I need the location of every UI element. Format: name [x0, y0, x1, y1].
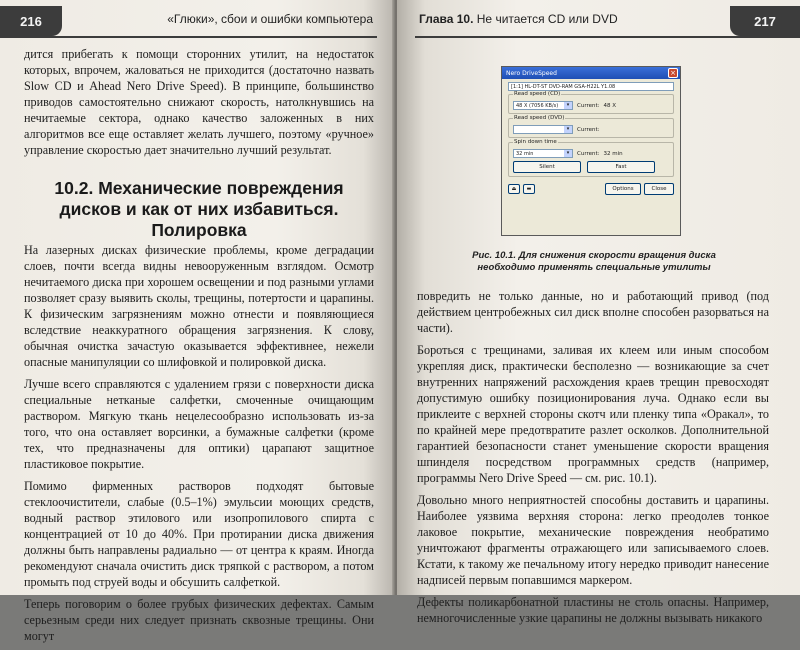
- eject-icon[interactable]: ⏏: [508, 184, 520, 194]
- left-page-number: 216: [0, 6, 62, 36]
- read-speed-cd-select[interactable]: [513, 101, 573, 110]
- read-speed-dvd-select[interactable]: [513, 125, 573, 134]
- read-speed-dvd-label: Read speed (DVD): [514, 115, 565, 121]
- spin-down-label: Spin down time: [514, 139, 557, 145]
- right-paragraph-3: Довольно много неприятностей способны доставить и царапины. Наиболее уязвима верхняя сторона: легко преодолев тонкое лаковое покрытие, механические повреждения необратимо уничтожают фрагменты отражающего или записываемого слоев. Кстати, к такому же печальному итогу нередко приводит нанесение надписей первым попавшимся маркером.: [417, 493, 769, 587]
- silent-button[interactable]: Silent: [513, 161, 581, 173]
- right-running-header: [419, 12, 618, 26]
- spin-down-value: 32 min: [516, 150, 534, 157]
- left-paragraph-4: Теперь поговорим о более грубых физических дефектах. Самым серьезным среди них следует признать сквозные трещины. Они могут: [24, 597, 374, 643]
- options-button[interactable]: Options: [605, 183, 641, 195]
- left-body: [24, 242, 374, 650]
- chevron-down-icon: ▾: [564, 150, 572, 157]
- left-header-rule: [0, 36, 377, 38]
- left-paragraph-3: Помимо фирменных растворов подходят бытовые стеклоочистители, слабые (0.5–1%) эмульсии моющих средств, водный раствор этилового или изопропилового спирта с концентрацией от 10 до 40%. При протирании диска движения должны быть направлены радиально — от центра к краям. Иногда рекомендуют сначала очистить диск тряпкой с раствором, а потом промыть под струей воды и обсушить салфеткой.: [24, 479, 374, 589]
- left-paragraph-1: На лазерных дисках физические проблемы, кроме деградации слоев, почти всегда видны невооруженным взглядом. Осмотр нечитаемого диска при хорошем освещении и под разными углами позволяет сразу выявить сколы, трещины, потертости и царапины. К физическим загрязнениям можно отнести и появляющиеся вследствие неаккуратного обращения загрязнения. К слову, обычная очистка зачастую оказывается эффективнее, нежели опасные манипуляции со шлифовкой и полировкой диска.: [24, 243, 374, 369]
- drive-select[interactable]: [1:1] HL-DT-ST DVD-RAM GSA-H22L Y1.08: [508, 82, 674, 91]
- close-button[interactable]: Close: [644, 183, 674, 195]
- window-bottom-bar: [508, 183, 674, 195]
- chevron-down-icon: ▾: [564, 102, 572, 109]
- nero-drivespeed-window: [501, 66, 681, 236]
- current-spin-value: 32 min: [603, 150, 623, 157]
- figure-caption: Рис. 10.1. Для снижения скорости вращения диска необходимо применять специальные утилиты: [472, 250, 716, 273]
- right-page-number: 217: [730, 6, 800, 36]
- fast-button[interactable]: Fast: [587, 161, 655, 173]
- window-title: Nero DriveSpeed: [506, 69, 557, 77]
- left-section-block: [24, 178, 374, 241]
- window-close-icon[interactable]: ×: [668, 68, 678, 78]
- window-body: [502, 79, 680, 198]
- right-header-rule: [415, 36, 800, 38]
- left-intro-paragraph: дится прибегать к помощи сторонних утилит, на недостаток которых, впрочем, жаловаться не приходится (достаточно назвать Slow CD и Ahead Nero Drive Speed). В принципе, большинство приводов самостоятельно снижают скорость, натолкнувшись на нечитаемые сектора, однако качество заложенных в них алгоритмов все еще оставляет желать лучшего, поэтому «ручное» управление скоростью дает значительно лучший результат.: [24, 47, 374, 157]
- left-running-header: «Глюки», сбои и ошибки компьютера: [167, 12, 373, 26]
- right-page: [397, 0, 800, 625]
- right-body: [417, 288, 769, 632]
- section-title: 10.2. Механические повреждения дисков и как от них избавиться. Полировка: [54, 178, 344, 240]
- current-cd-label: Current:: [577, 102, 600, 109]
- right-paragraph-4: Дефекты поликарбонатной пластины не столь опасны. Например, немногочисленные узкие царапины не должны вызывать никакого: [417, 595, 769, 625]
- spin-down-group: [508, 139, 674, 177]
- read-speed-cd-group: [508, 91, 674, 114]
- left-page: [0, 0, 395, 643]
- right-header-chapter: Глава 10.: [419, 12, 474, 26]
- save-icon[interactable]: ▬: [523, 184, 535, 194]
- current-dvd-label: Current:: [577, 126, 600, 133]
- current-cd-value: 48 X: [603, 102, 617, 109]
- right-paragraph-2: Бороться с трещинами, заливая их клеем или иным способом укрепляя диск, практически бесполезно — возникающие за счет внутренних напряжений расхождения краев трещин превосходят допустимую ошибку позиционирования луча. Однако если вы приклеите с верхней стороны скотч или пленку типа «Оракал», то по крайней мере предотвратите разлет осколков. Дополнительной гарантией безопасности станет уменьшение скорости вращения шпинделя посредством программных средств (например, программы Nero Drive Speed — см. рис. 10.1).: [417, 343, 769, 485]
- read-speed-cd-value: 48 X (7056 KB/s): [516, 102, 559, 109]
- left-intro-block: [24, 46, 374, 164]
- current-spin-label: Current:: [577, 150, 600, 157]
- right-header-title: Не читается CD или DVD: [476, 12, 618, 26]
- read-speed-cd-label: Read speed (CD): [514, 91, 561, 97]
- window-titlebar: [502, 67, 680, 79]
- chevron-down-icon: ▾: [564, 126, 572, 133]
- spin-down-select[interactable]: [513, 149, 573, 158]
- left-paragraph-2: Лучше всего справляются с удалением грязи с поверхности диска специальные нетканые салфетки, смоченные очищающим раствором. Мягкую ткань нецелесообразно использовать из-за того, что она оставляет ворсинки, а бумажные салфетки (кроме тех, что предназначены для оптики) царапают защитное пластиковое покрытие.: [24, 377, 374, 471]
- read-speed-dvd-group: [508, 115, 674, 138]
- right-paragraph-1: повредить не только данные, но и работающий привод (под действием центробежных сил диск вполне способен разорваться на части).: [417, 289, 769, 335]
